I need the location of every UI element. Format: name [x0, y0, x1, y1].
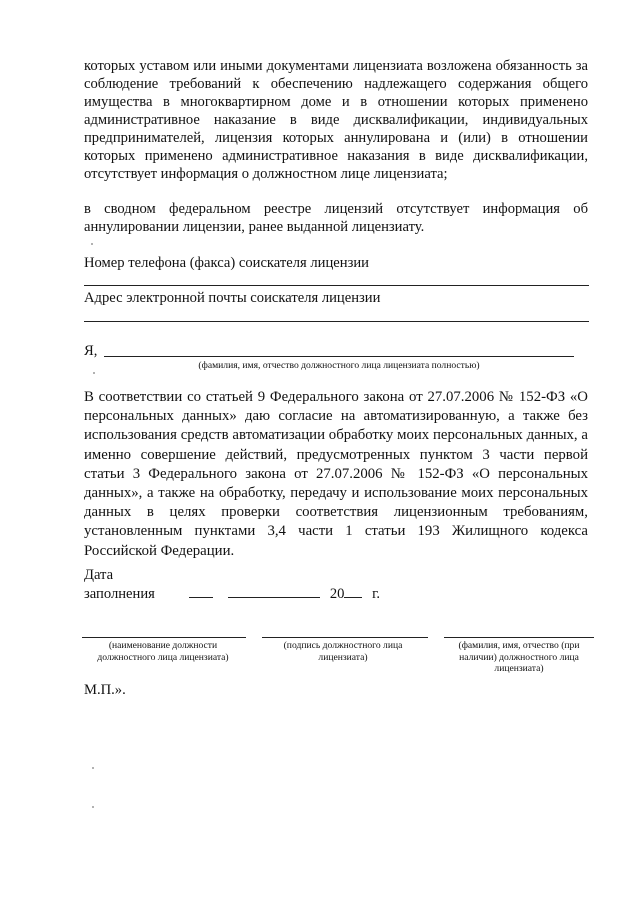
year-prefix: 20	[329, 586, 345, 602]
day-field[interactable]	[189, 585, 213, 598]
scan-speck	[93, 372, 95, 374]
ya-label: Я,	[84, 343, 98, 359]
year-suffix: г.	[372, 586, 381, 602]
stamp-place-label: М.П.».	[84, 682, 126, 698]
scan-speck	[92, 806, 94, 808]
scan-speck	[92, 767, 94, 769]
phone-label: Номер телефона (факса) соискателя лицензии	[84, 255, 369, 271]
name-signature-line[interactable]	[444, 637, 594, 638]
year-field[interactable]	[344, 585, 362, 598]
full-name-caption: (фамилия, имя, отчество должностного лица лицензиата полностью)	[198, 360, 480, 371]
signature-caption: (подпись должностного лица лицензиата)	[283, 640, 403, 663]
scan-speck	[91, 243, 93, 245]
name-caption: (фамилия, имя, отчество (при наличии) должностного лица лицензиата)	[458, 640, 580, 674]
paragraph-officials-info: которых уставом или иными документами лицензиата возложена обязанность за соблюдение требований к обеспечению надлежащего содержания общего имущества в многоквартирном доме и в отношении которых применено административное наказание в виде дисквалификации, индивидуальных предпринимателей, лицензия которых аннулирована и (или) в отношении которых применено административное наказания в виде дисквалификации, отсутствует информация о должностном лице лицензиата;	[84, 58, 588, 182]
month-field[interactable]	[228, 585, 320, 598]
phone-field-line[interactable]	[84, 285, 589, 286]
full-name-field-line[interactable]	[104, 356, 574, 357]
date-row	[84, 585, 380, 604]
date-label: Дата	[84, 567, 114, 583]
date-label-fill: заполнения	[84, 586, 155, 602]
email-label: Адрес электронной почты соискателя лицензии	[84, 290, 381, 306]
position-caption: (наименование должности должностного лица лицензиата)	[97, 640, 229, 663]
paragraph-license-registry: в сводном федеральном реестре лицензий отсутствует информация об аннулировании лицензии, ранее выданной лицензиату.	[84, 201, 588, 235]
paragraph-personal-data-consent: В соответствии со статьей 9 Федерального закона от 27.07.2006 № 152-ФЗ «О персональных данных» даю согласие на автоматизированную, а также без использования средств автоматизации обработку моих персональных данных, а именно совершение действий, предусмотренных пунктом 3 части первой статьи 3 Федерального закона от 27.07.2006 № 152-ФЗ «О персональных данных», а также на обработку, передачу и использование моих персональных данных в целях проверки соответствия лицензионным требованиям, установленным пунктами 3,4 части 1 статьи 193 Жилищного кодекса Российской Федерации.	[84, 389, 588, 559]
position-signature-line[interactable]	[82, 637, 246, 638]
signature-line[interactable]	[262, 637, 428, 638]
email-field-line[interactable]	[84, 321, 589, 322]
